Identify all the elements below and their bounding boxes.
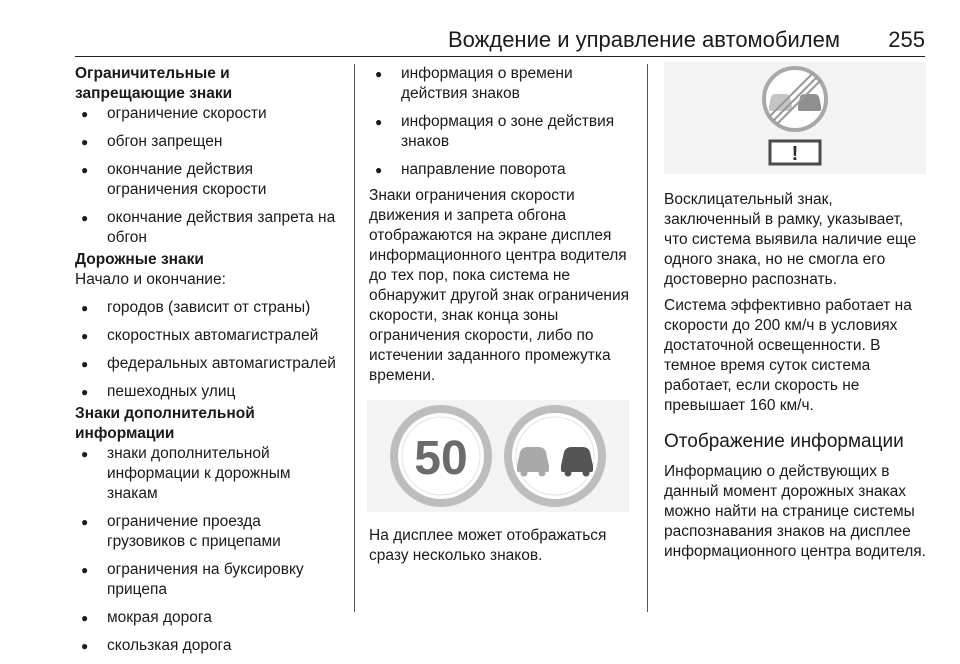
list-item: ● информация о времени действия знаков bbox=[369, 64, 631, 104]
list-item: ● мокрая дорога bbox=[75, 608, 340, 628]
list-item: ● окончание действия запрета на обгон bbox=[75, 208, 340, 248]
display-info-paragraph: Информацию о действующих в данный момент дорожных знаках можно найти на странице системы распознавания знаков на дисплее информационного центра водителя. bbox=[664, 463, 926, 560]
list-item: ● окончание действия ограничения скорости bbox=[75, 160, 340, 200]
column-right bbox=[664, 64, 926, 562]
speed-limit-sign-icon bbox=[394, 409, 488, 503]
additional-info-list bbox=[75, 444, 340, 656]
list-item: ● ограничения на буксировку прицепа bbox=[75, 560, 340, 600]
road-signs-intro: Начало и окончание: bbox=[75, 271, 226, 288]
column-left bbox=[75, 64, 340, 664]
column-divider-2 bbox=[647, 64, 648, 612]
list-item: ● ограничение скорости bbox=[75, 104, 340, 124]
road-signs-heading: Дорожные знаки bbox=[75, 251, 204, 268]
exclamation-glyph: ! bbox=[791, 143, 799, 165]
speed-limit-value: 50 bbox=[414, 432, 468, 485]
speed-sign-paragraph: Знаки ограничения скорости движения и запрета обгона отображаются на экране дисплея информационного центра водителя до тех пор, пока система не обнаружит другой знак ограничения скорости, знак конца зоны ограничения скорости, либо по истечении заданного промежутка времени. bbox=[369, 187, 630, 384]
list-item: ● информация о зоне действия знаков bbox=[369, 112, 631, 152]
page-header bbox=[75, 26, 925, 54]
list-item: ● городов (зависит от страны) bbox=[75, 298, 340, 318]
additional-info-heading: Знаки дополнительной информации bbox=[75, 405, 255, 442]
restrictive-signs-list bbox=[75, 104, 340, 248]
end-no-overtaking-sign-icon bbox=[764, 68, 826, 130]
header-title: Вождение и управление автомобилем bbox=[447, 27, 840, 52]
sign-info-list bbox=[369, 64, 631, 180]
exclamation-frame-icon bbox=[770, 141, 820, 165]
performance-paragraph: Система эффективно работает на скорости до 200 км/ч в условиях достаточной освещенности. В темное время суток система работает, если скорость не превышает 160 км/ч. bbox=[664, 297, 912, 414]
list-item: ● пешеходных улиц bbox=[75, 382, 340, 402]
list-item: ● знаки дополнительной информации к дорожным знакам bbox=[75, 444, 340, 504]
figure-caption: На дисплее может отображаться сразу несколько знаков. bbox=[369, 527, 607, 564]
alert-paragraph: Восклицательный знак, заключенный в рамку, указывает, что система выявила наличие еще одного знака, но не смогла его достоверно распознать. bbox=[664, 191, 917, 288]
unrecognized-sign-figure bbox=[664, 62, 926, 174]
no-overtaking-sign-icon bbox=[508, 409, 602, 503]
column-middle bbox=[369, 64, 631, 566]
page-number: 255 bbox=[888, 27, 925, 52]
list-item: ● ограничение проезда грузовиков с прицепами bbox=[75, 512, 340, 552]
list-item: ● скоростных автомагистралей bbox=[75, 326, 340, 346]
header-divider bbox=[75, 56, 925, 57]
restrictive-signs-heading: Ограничительные и запрещающие знаки bbox=[75, 65, 233, 102]
list-item: ● обгон запрещен bbox=[75, 132, 340, 152]
list-item: ● федеральных автомагистралей bbox=[75, 354, 340, 374]
multiple-signs-figure bbox=[367, 400, 629, 512]
road-signs-list bbox=[75, 298, 340, 402]
list-item: ● направление поворота bbox=[369, 160, 631, 180]
column-divider-1 bbox=[354, 64, 355, 612]
section-heading: Отображение информации bbox=[664, 431, 904, 452]
list-item: ● скользкая дорога bbox=[75, 636, 340, 656]
